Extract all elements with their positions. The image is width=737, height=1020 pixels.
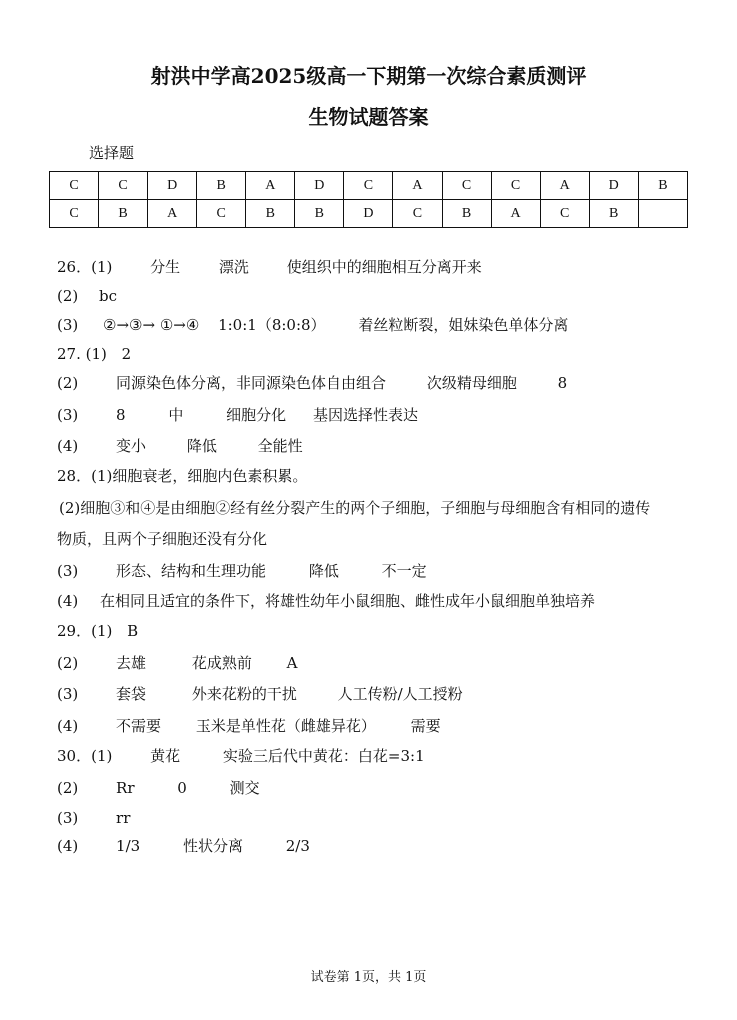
q29-part1 <box>57 620 138 642</box>
answer-text: 物质，且两个子细胞还没有分化 <box>57 530 268 548</box>
q27-part3 <box>57 404 418 426</box>
q30-part2 <box>57 777 260 799</box>
answer-cell: D <box>148 172 197 200</box>
q28-part1 <box>57 465 307 487</box>
answer-cell: B <box>99 200 148 228</box>
answer-cell: C <box>99 172 148 200</box>
answer-cell: C <box>442 172 491 200</box>
question-number: (4) <box>57 437 79 455</box>
answer-text: 中 <box>168 406 184 424</box>
q28-part2-cont <box>57 528 267 550</box>
answer-text: bc <box>99 287 118 305</box>
answer-text: 分生 <box>150 258 181 276</box>
question-number: (3) <box>57 406 79 424</box>
page-subtitle: 生物试题答案 <box>308 105 429 129</box>
answer-cell: C <box>393 200 442 228</box>
answer-text: 在相同且适宜的条件下，将雄性幼年小鼠细胞、雌性成年小鼠细胞单独培养 <box>100 592 596 610</box>
q30-part4 <box>57 835 310 857</box>
answer-text: 1:0:1（8:0:8） <box>218 316 326 334</box>
answer-text: 测交 <box>229 779 260 797</box>
answer-text: 性状分离 <box>182 837 243 855</box>
answer-cell <box>638 200 687 228</box>
answer-text: 次级精母细胞 <box>426 374 517 392</box>
answer-cell: B <box>197 172 246 200</box>
answer-cell: A <box>540 172 589 200</box>
answer-text: 细胞分化 <box>226 406 287 424</box>
table-row <box>50 200 688 228</box>
q29-part2 <box>57 652 297 674</box>
answer-cell: A <box>393 172 442 200</box>
answer-cell: D <box>589 172 638 200</box>
answer-text: B <box>127 622 139 640</box>
answer-text: 漂洗 <box>218 258 249 276</box>
answer-text: 1/3 <box>116 837 141 855</box>
answer-text: 降低 <box>186 437 217 455</box>
answer-text: 不一定 <box>381 562 427 580</box>
answer-text: Rr <box>116 779 135 797</box>
q29-part3 <box>57 683 463 705</box>
question-number: (2) <box>57 374 79 392</box>
answer-text: 8 <box>557 374 568 392</box>
answer-cell: B <box>442 200 491 228</box>
answer-table <box>49 171 688 228</box>
question-number: (4) <box>57 837 79 855</box>
page-title: 射洪中学高2025级高一下期第一次综合素质测评 <box>150 64 587 88</box>
answer-cell: C <box>491 172 540 200</box>
answer-text: ②→③→ ①→④ <box>103 316 200 334</box>
answer-text: 不需要 <box>116 717 162 735</box>
q26-part3 <box>57 314 568 336</box>
page-footer: 试卷第 1页，共 1页 <box>310 970 427 985</box>
answer-cell: A <box>246 172 295 200</box>
answer-text: 基因选择性表达 <box>312 406 418 424</box>
answer-text: 玉米是单性花（雌雄异花） <box>195 717 376 735</box>
question-number: (3) <box>57 809 79 827</box>
answer-text: 着丝粒断裂，姐妹染色单体分离 <box>358 316 569 334</box>
question-number: 26．(1) <box>57 258 113 276</box>
section-label-choice: 选择题 <box>89 144 135 162</box>
answer-text: 黄花 <box>150 747 181 765</box>
q26-part1 <box>57 256 482 278</box>
answer-text: 同源染色体分离，非同源染色体自由组合 <box>116 374 387 392</box>
answer-text: 使组织中的细胞相互分离开来 <box>286 258 482 276</box>
q28-part3 <box>57 560 427 582</box>
answer-text: 需要 <box>410 717 441 735</box>
question-number: (2) <box>57 287 79 305</box>
answer-text: 形态、结构和生理功能 <box>116 562 267 580</box>
answer-text: 外来花粉的干扰 <box>191 685 297 703</box>
question-number: 29．(1) <box>57 622 113 640</box>
answer-cell: C <box>344 172 393 200</box>
answer-cell: D <box>344 200 393 228</box>
question-number: 30．(1) <box>57 747 113 765</box>
answer-cell: D <box>295 172 344 200</box>
question-number: (4) <box>57 717 79 735</box>
question-number: (3) <box>57 316 79 334</box>
q28-part4 <box>57 590 595 612</box>
answer-text: A <box>286 654 298 672</box>
answer-text: 8 <box>116 406 126 424</box>
answer-cell: A <box>148 200 197 228</box>
question-number: (2) <box>57 654 79 672</box>
q30-part1 <box>57 745 425 767</box>
answer-text: 去雄 <box>116 654 147 672</box>
answer-cell: C <box>50 200 99 228</box>
q27-part4 <box>57 435 303 457</box>
answer-cell: C <box>197 200 246 228</box>
answer-text: 2/3 <box>285 837 310 855</box>
answer-text: 变小 <box>116 437 147 455</box>
question-number: 27. (1) <box>57 345 107 363</box>
q30-part3 <box>57 807 130 829</box>
answer-text: 降低 <box>308 562 339 580</box>
answer-text: rr <box>116 809 131 827</box>
answer-cell: C <box>50 172 99 200</box>
q27-part2 <box>57 372 567 394</box>
answer-text: 套袋 <box>116 685 147 703</box>
answer-text: 实验三后代中黄花：白花=3:1 <box>222 747 425 765</box>
q27-part1 <box>57 343 131 365</box>
answer-text: (2)细胞③和④是由细胞②经有丝分裂产生的两个子细胞，子细胞与母细胞含有相同的遗传 <box>59 499 651 517</box>
q26-part2 <box>57 285 117 307</box>
answer-text: 全能性 <box>257 437 303 455</box>
answer-cell: B <box>589 200 638 228</box>
table-row <box>50 172 688 200</box>
answer-cell: A <box>491 200 540 228</box>
answer-cell: B <box>638 172 687 200</box>
question-number: (3) <box>57 562 79 580</box>
q28-part2 <box>59 497 650 519</box>
answer-text: 花成熟前 <box>191 654 252 672</box>
question-number: (4) <box>57 592 79 610</box>
answer-text: 28．(1)细胞衰老，细胞内色素积累。 <box>57 467 308 485</box>
answer-cell: B <box>295 200 344 228</box>
answer-text: 2 <box>121 345 132 363</box>
question-number: (3) <box>57 685 79 703</box>
q29-part4 <box>57 715 441 737</box>
answer-cell: B <box>246 200 295 228</box>
answer-text: 0 <box>177 779 187 797</box>
question-number: (2) <box>57 779 79 797</box>
answer-text: 人工传粉/人工授粉 <box>337 685 463 703</box>
answer-cell: C <box>540 200 589 228</box>
